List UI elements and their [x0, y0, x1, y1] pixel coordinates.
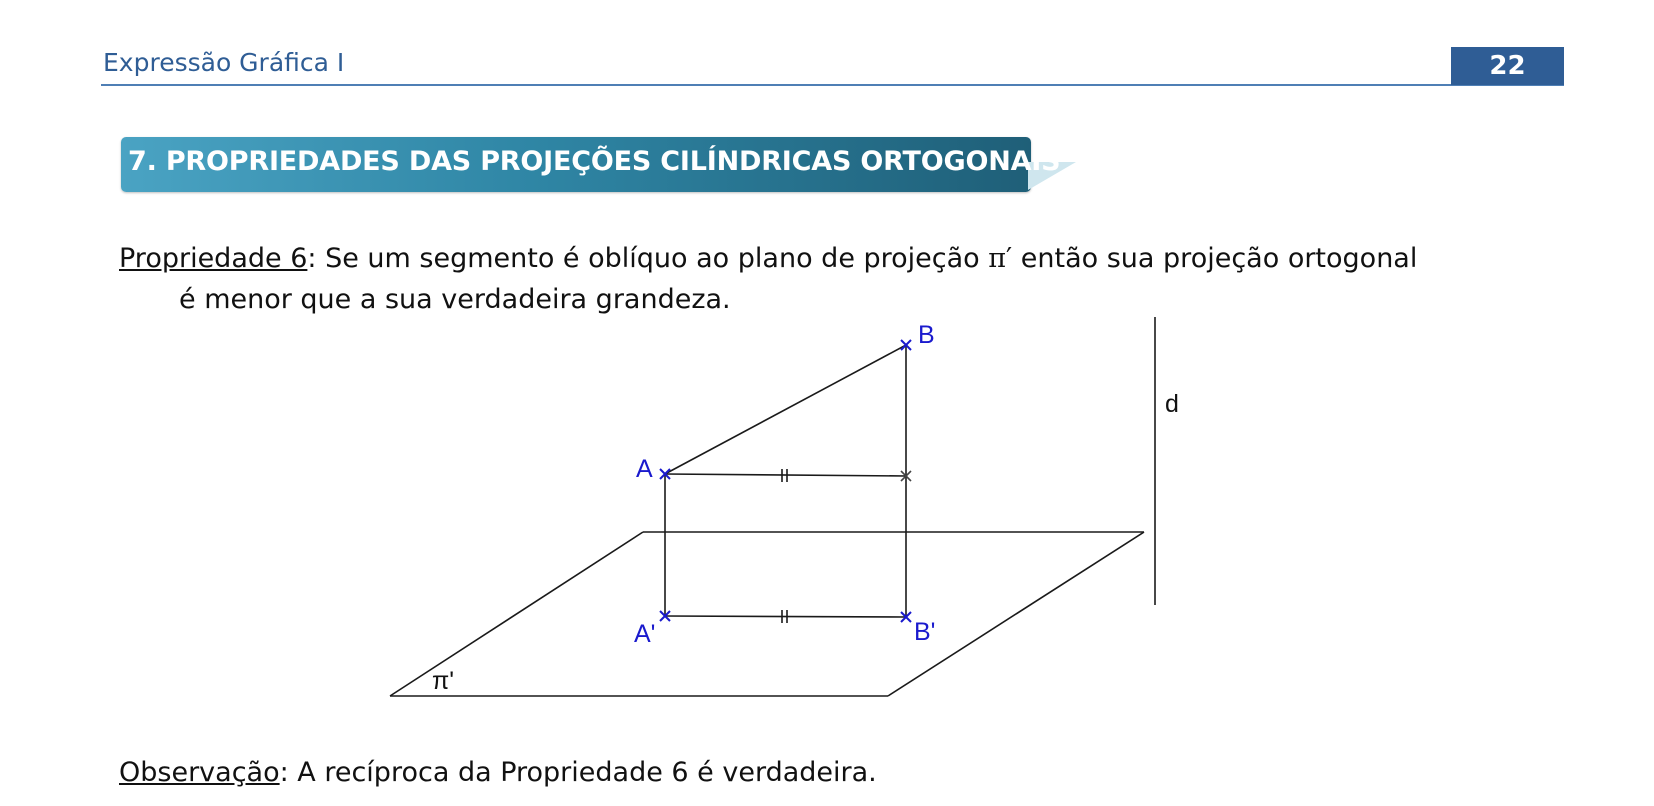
observation-text: : A recíproca da Propriedade 6 é verdadeira. [279, 757, 877, 788]
section-title: 7. PROPRIEDADES DAS PROJEÇÕES CILÍNDRICAS ORTOGONAIS [128, 146, 1061, 177]
auxiliary-line [665, 474, 906, 476]
observation-label: Observação [119, 757, 280, 788]
property-label: Propriedade 6 [119, 243, 308, 274]
property-text-part2: então sua projeção ortogonal [1020, 243, 1418, 274]
observation-paragraph [119, 757, 877, 788]
property-text-line2: é menor que a sua verdadeira grandeza. [179, 284, 731, 315]
label-B: B [918, 321, 935, 349]
label-plane: π' [432, 667, 455, 695]
label-B-prime: B' [914, 618, 936, 646]
label-direction: d [1165, 390, 1179, 418]
property-text-part1: : Se um segmento é oblíquo ao plano de projeção [307, 243, 980, 274]
segment-AB [665, 345, 906, 474]
pi-prime-symbol: π′ [988, 243, 1013, 274]
label-A: A [636, 455, 653, 483]
header-title: Expressão Gráfica I [103, 48, 345, 77]
plane-edge-left [390, 532, 643, 696]
segment-A-prime-B-prime [665, 616, 906, 617]
plane-edge-right [888, 532, 1144, 696]
page-number: 22 [1451, 47, 1564, 85]
label-A-prime: A' [634, 620, 656, 648]
